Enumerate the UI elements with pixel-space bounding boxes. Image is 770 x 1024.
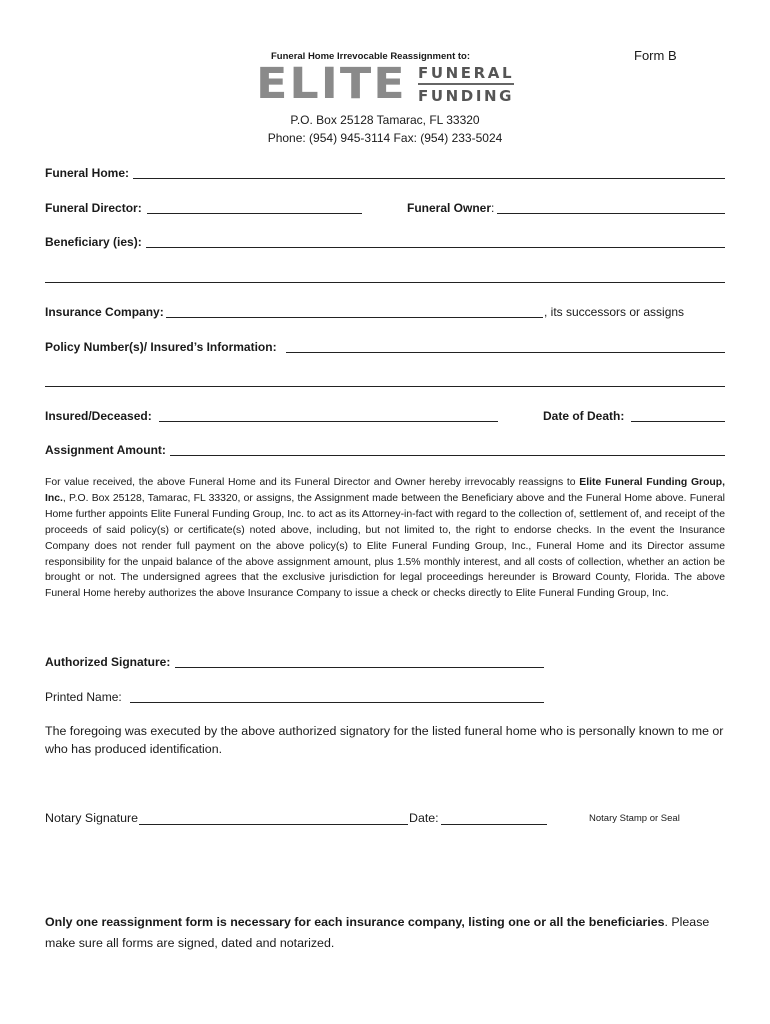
insurance-company-label: Insurance Company: [45, 305, 164, 319]
company-address: P.O. Box 25128 Tamarac, FL 33320 [290, 113, 480, 127]
assignment-amount-label: Assignment Amount: [45, 443, 166, 457]
footer-note-bold: Only one reassignment form is necessary for each insurance company, listing one or all the beneficiaries [45, 915, 665, 929]
funeral-director-label: Funeral Director: [45, 201, 142, 215]
printed-name-label: Printed Name: [45, 690, 122, 704]
funeral-director-field[interactable] [147, 213, 362, 214]
notary-date-field[interactable] [441, 824, 547, 825]
beneficiaries-field-line-2[interactable] [45, 282, 725, 283]
assignment-amount-field[interactable] [170, 455, 725, 456]
authorized-signature-field[interactable] [175, 667, 544, 668]
insurance-successors-text: , its successors or assigns [544, 305, 685, 319]
funeral-home-label: Funeral Home: [45, 166, 130, 180]
printed-name-field[interactable] [130, 702, 544, 703]
logo-line-1: FUNERAL [418, 64, 515, 82]
notary-signature-field[interactable] [139, 824, 408, 825]
funeral-owner-field[interactable] [497, 213, 725, 214]
agreement-paragraph: For value received, the above Funeral Home and its Funeral Director and Owner hereby irrevocably reassigns to Elite Funeral Funding Group, Inc., P.O. Box 25128, Tamarac, FL 33320, or assigns, the Assignment made between the Beneficiary above and the Funeral Home above. Funeral Home further appoints Elite Funeral Funding Group, Inc. to act as its Attorney-in-fact with regard to the collection of, settlement of, and receipt of the proceeds of said policy(s) or certificate(s) noted above, including, but not limited to, the right to endorse checks. In the event the Insurance Company does not render full payment on the above policy(s) to Elite Funeral Funding Group, Inc., Funeral Home and its Director assume responsibility for the unpaid balance of the above assignment amount, plus 1.5% monthly interest, and all costs of collection, whether an action be brought or not. The undersigned agrees that the exclusive jurisdiction for legal proceedings hereunder is Broward County, Florida. The above Funeral Home hereby authorizes the above Insurance Company to issue a check or checks directly to Elite Funeral Funding Group, Inc. [45, 477, 726, 600]
company-phone-fax: Phone: (954) 945-3114 Fax: (954) 233-5024 [267, 131, 503, 145]
beneficiaries-field[interactable] [146, 247, 725, 248]
insured-deceased-field[interactable] [159, 421, 498, 422]
notary-signature-label: Notary Signature [45, 811, 138, 825]
funeral-home-field[interactable] [133, 178, 725, 179]
notary-stamp-label: Notary Stamp or Seal [589, 813, 680, 824]
insured-deceased-label: Insured/Deceased: [45, 409, 152, 423]
notary-date-label: Date: [409, 811, 439, 825]
policy-numbers-field-line-2[interactable] [45, 386, 725, 387]
insurance-company-field[interactable] [166, 317, 543, 318]
beneficiaries-label: Beneficiary (ies): [45, 235, 142, 249]
logo-divider [418, 83, 514, 85]
footer-note: Only one reassignment form is necessary for each insurance company, listing one or all the beneficiaries. Please make sure all forms are signed, dated and notarized. [45, 915, 710, 950]
elite-funeral-funding-logo [256, 58, 518, 108]
form-header-title: Funeral Home Irrevocable Reassignment to: [271, 51, 471, 62]
policy-numbers-label: Policy Number(s)/ Insured’s Information: [45, 340, 277, 354]
form-label: Form B [634, 48, 677, 63]
date-of-death-field[interactable] [631, 421, 725, 422]
company-name-bold: Elite Funeral Funding Group, Inc. [45, 477, 726, 504]
authorized-signature-label: Authorized Signature: [45, 655, 171, 669]
logo-main-text: ELITE [256, 58, 407, 108]
funeral-owner-label: Funeral Owner: [407, 201, 495, 215]
date-of-death-label: Date of Death: [543, 409, 625, 423]
logo-line-2: FUNDING [418, 87, 515, 105]
execution-statement: The foregoing was executed by the above authorized signatory for the listed funeral home who is personally known to me or who has produced identification. [45, 724, 724, 756]
policy-numbers-field[interactable] [286, 352, 725, 353]
